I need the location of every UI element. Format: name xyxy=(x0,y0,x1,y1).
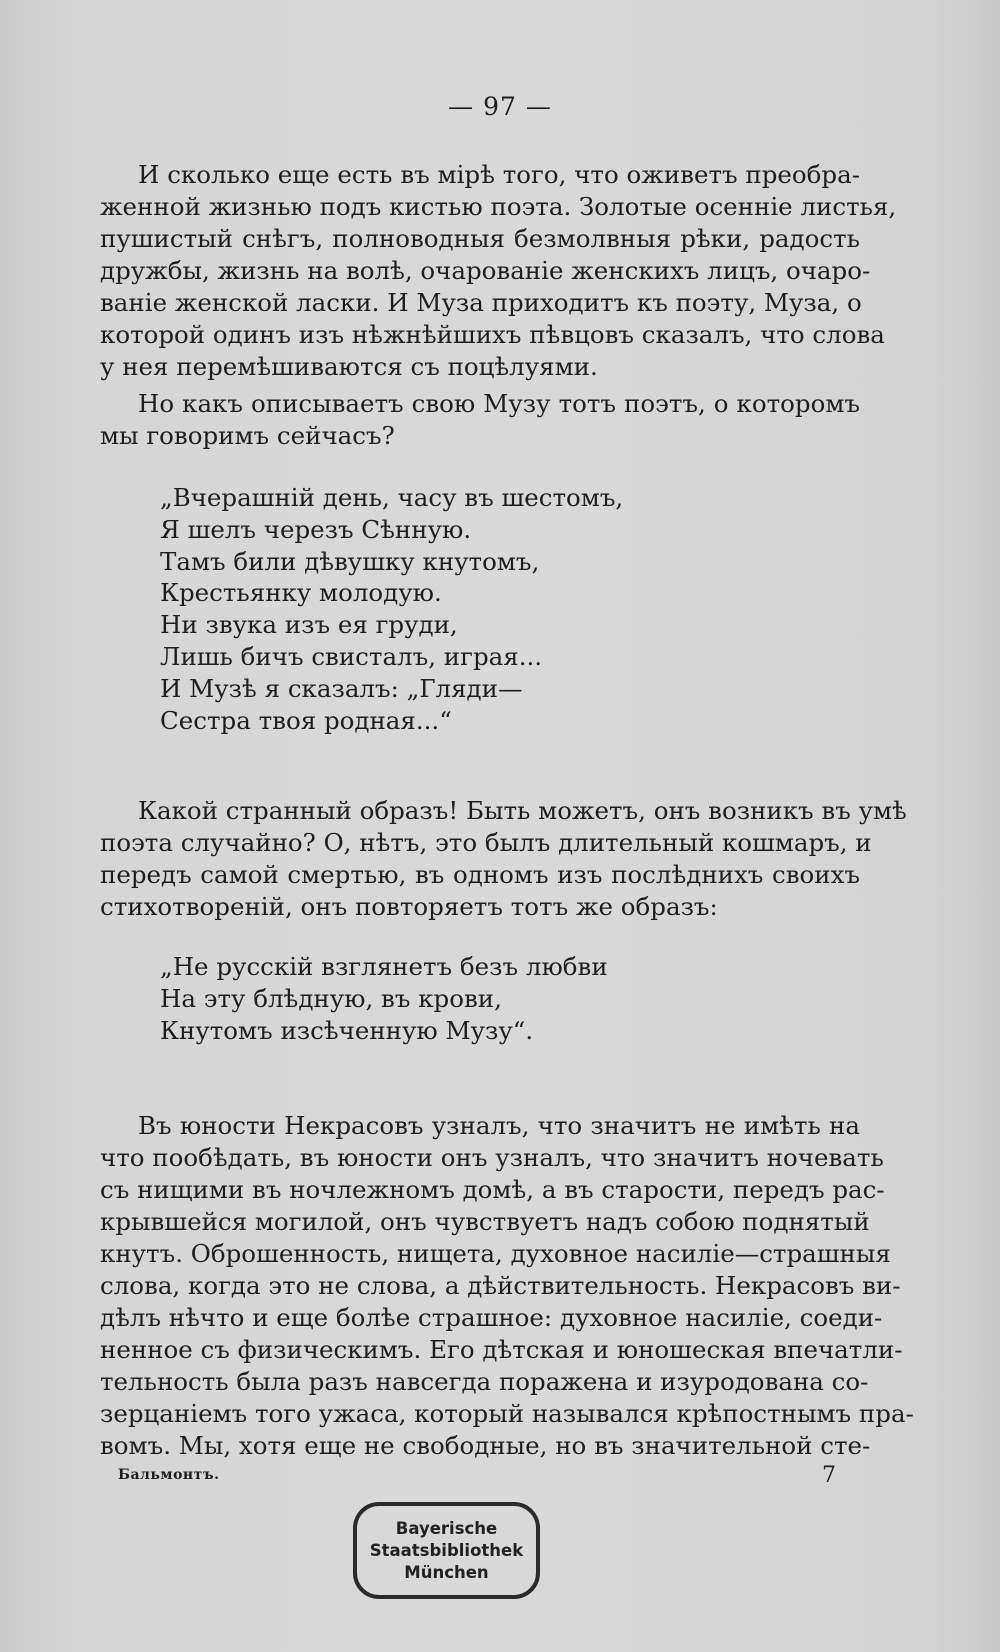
verse-line: И Музѣ я сказалъ: „Гляди— xyxy=(160,673,523,703)
verse-line: Кнутомъ изсѣченную Музу“. xyxy=(160,1015,534,1045)
text-line: крывшейся могилой, онъ чувствуетъ надъ собою поднятый xyxy=(100,1207,870,1236)
verse-line: Тамъ били дѣвушку кнутомъ, xyxy=(160,546,540,576)
text-line: тельность была разъ навсегда поражена и изуродована со- xyxy=(100,1367,869,1396)
verse-line: „Вчерашній день, часу въ шестомъ, xyxy=(160,483,624,512)
text-line: Какой странный образъ! Быть можетъ, онъ возникъ въ умѣ xyxy=(138,796,907,825)
footer-author: Бальмонтъ. xyxy=(118,1467,220,1483)
text-line: вомъ. Мы, хотя еще не свободные, но въ значительной сте- xyxy=(100,1431,871,1460)
verse-line: Сестра твоя родная...“ xyxy=(160,705,452,735)
text-line: которой одинъ изъ нѣжнѣйшихъ пѣвцовъ сказалъ, что слова xyxy=(100,320,885,349)
verse-line: „Не русскій взглянетъ безъ любви xyxy=(160,952,608,981)
text-line: кнутъ. Оброшенность, нищета, духовное насиліе—страшныя xyxy=(100,1239,891,1268)
text-line: дружбы, жизнь на волѣ, очарованіе женскихъ лицъ, очаро- xyxy=(100,256,871,285)
text-line: слова, когда это не слова, а дѣйствительность. Некрасовъ ви- xyxy=(100,1271,901,1300)
verse-line: Ни звука изъ ея груди, xyxy=(160,610,458,640)
paragraph-4 xyxy=(100,1110,914,1462)
text-line: ненное съ физическимъ. Его дѣтская и юношеская впечатли- xyxy=(100,1335,903,1364)
signature-mark: 7 xyxy=(822,1463,836,1488)
text-line: передъ самой смертью, въ одномъ изъ послѣднихъ своихъ xyxy=(100,860,860,889)
text-line: поэта случайно? О, нѣтъ, это былъ длительный кошмаръ, и xyxy=(100,828,872,857)
text-line: дѣлъ нѣчто и еще болѣе страшное: духовное насиліе, соеди- xyxy=(100,1303,883,1332)
text-line: стихотвореній, онъ повторяетъ тотъ же образъ: xyxy=(100,892,718,921)
paragraph-3 xyxy=(100,795,907,923)
text-line: пушистый снѣгъ, полноводныя безмолвныя рѣки, радость xyxy=(100,224,860,253)
text-line: Но какъ описываетъ свою Музу тотъ поэтъ, о которомъ xyxy=(138,389,860,418)
verse-line: Я шелъ черезъ Сѣнную. xyxy=(160,514,472,544)
library-stamp xyxy=(353,1502,540,1599)
stamp-line: Bayerische xyxy=(395,1518,498,1538)
verse-line: Лишь бичъ свисталъ, играя... xyxy=(160,641,543,671)
text-line: И сколько еще есть въ мірѣ того, что оживетъ преобра- xyxy=(138,160,860,189)
text-line: мы говоримъ сейчасъ? xyxy=(100,421,395,450)
verse-quote-2 xyxy=(160,951,608,1046)
page-number: — 97 — xyxy=(448,92,552,121)
text-line: Въ юности Некрасовъ узналъ, что значитъ не имѣть на xyxy=(138,1111,860,1140)
text-line: зерцаніемъ того ужаса, который назывался крѣпостнымъ пра- xyxy=(100,1399,914,1428)
stamp-line: München xyxy=(404,1562,489,1582)
verse-quote-1 xyxy=(160,482,623,736)
verse-line: Крестьянку молодую. xyxy=(160,578,442,608)
stamp-line: Staatsbibliothek xyxy=(369,1540,524,1560)
paragraph-2 xyxy=(100,388,860,452)
text-line: ваніе женской ласки. И Муза приходитъ къ поэту, Муза, о xyxy=(100,288,862,317)
text-line: съ нищими въ ночлежномъ домѣ, а въ старости, передъ рас- xyxy=(100,1175,885,1204)
text-line: что пообѣдать, въ юности онъ узналъ, что значитъ ночевать xyxy=(100,1143,884,1172)
text-line: у нея перемѣшиваются съ поцѣлуями. xyxy=(100,352,598,381)
text-line: женной жизнью подъ кистью поэта. Золотые осенніе листья, xyxy=(100,192,897,221)
paragraph-1 xyxy=(100,159,897,383)
verse-line: На эту блѣдную, въ крови, xyxy=(160,983,502,1013)
